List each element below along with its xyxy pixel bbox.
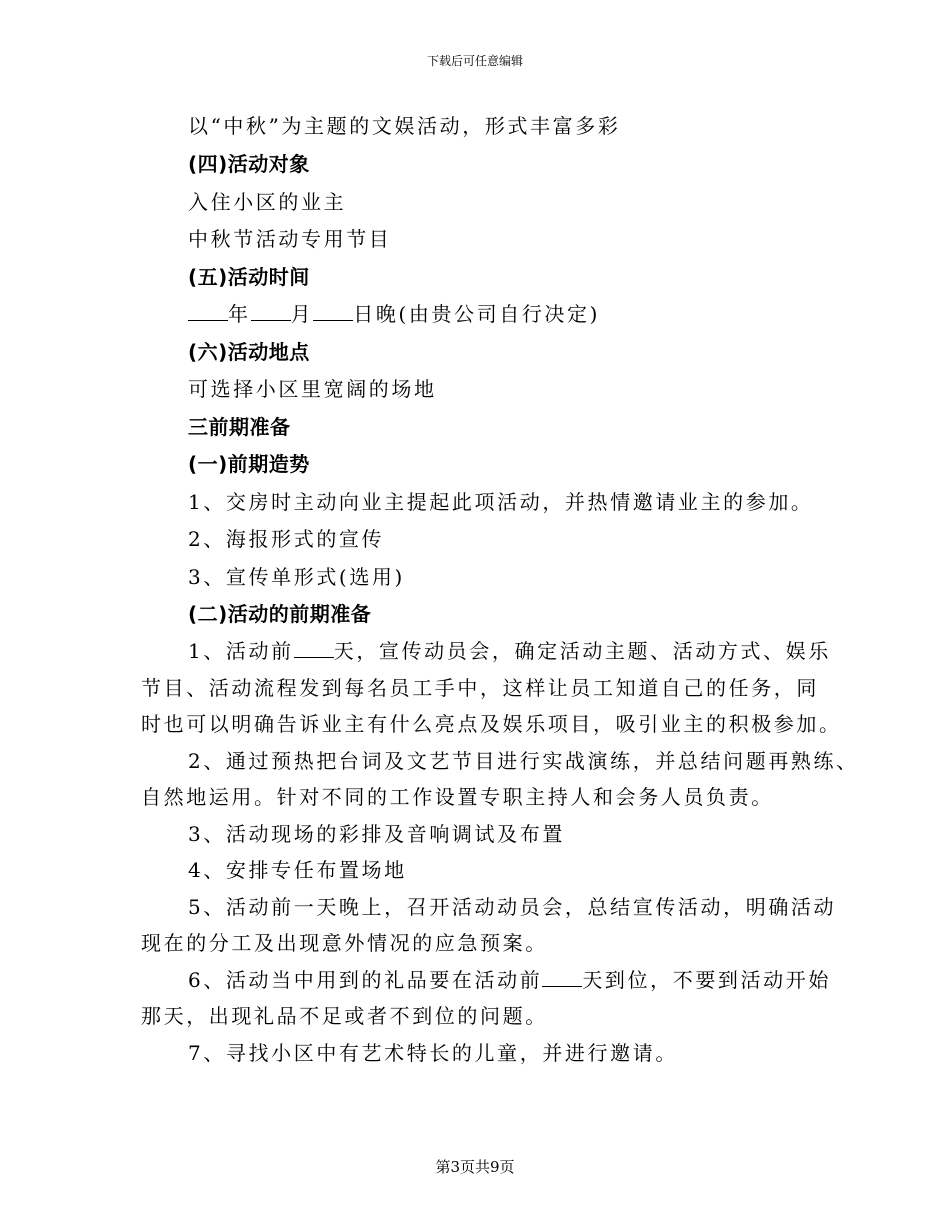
paragraph: 自然地运用。针对不同的工作设置专职主持人和会务人员负责。: [141, 785, 774, 809]
section-heading: (五)活动时间: [188, 265, 310, 289]
text-run: 天，宣传动员会，确定活动主题、活动方式、娱乐: [333, 639, 831, 663]
paragraph: 2、海报形式的宣传: [188, 527, 385, 551]
paragraph: 以“中秋”为主题的文娱活动，形式丰富多彩: [188, 114, 621, 138]
text-run: 月: [290, 302, 314, 326]
text-run: 日晚(由贵公司自行决定): [353, 302, 601, 326]
paragraph: [188, 639, 831, 663]
paragraph: 3、活动现场的彩排及音响调试及布置: [188, 822, 565, 846]
paragraph: 3、宣传单形式(选用): [188, 565, 405, 589]
section-heading: (四)活动对象: [188, 152, 310, 176]
paragraph: 中秋节活动专用节目: [188, 227, 392, 251]
paragraph: 可选择小区里宽阔的场地: [188, 377, 437, 401]
section-heading: (一)前期造势: [188, 452, 310, 476]
paragraph: 1、交房时主动向业主提起此项活动，并热情邀请业主的参加。: [188, 490, 814, 514]
paragraph: 4、安排专任布置场地: [188, 858, 407, 882]
page-header: 下载后可任意编辑: [426, 54, 523, 68]
paragraph: [188, 968, 831, 992]
paragraph: 5、活动前一天晚上，召开活动动员会，总结宣传活动，明确活动: [188, 895, 837, 919]
paragraph: 2、通过预热把台词及文艺节目进行实战演练，并总结问题再熟练、: [188, 749, 859, 773]
fill-blank: [313, 302, 353, 321]
text-run: 1、活动前: [188, 639, 294, 663]
text-run: 6、活动当中用到的礼品要在活动前: [188, 968, 543, 992]
section-heading: 三前期准备: [188, 415, 291, 439]
paragraph: 那天，出现礼品不足或者不到位的问题。: [141, 1004, 548, 1028]
paragraph: 节目、活动流程发到每名员工手中，这样让员工知道自己的任务，同: [141, 676, 819, 700]
paragraph: 入住小区的业主: [188, 190, 347, 214]
page-number: 第3页共9页: [435, 1158, 515, 1176]
text-run: 年: [228, 302, 251, 326]
fill-blank: [294, 639, 334, 658]
fill-blank: [251, 302, 291, 321]
fill-blank: [542, 968, 582, 987]
paragraph: [188, 302, 600, 326]
section-heading: (二)活动的前期准备: [188, 602, 372, 626]
section-heading: (六)活动地点: [188, 340, 310, 364]
fill-blank: [188, 302, 228, 321]
paragraph: 时也可以明确告诉业主有什么亮点及娱乐项目，吸引业主的积极参加。: [141, 712, 842, 736]
paragraph: 7、寻找小区中有艺术特长的儿童，并进行邀请。: [188, 1041, 678, 1065]
text-run: 天到位，不要到活动开始: [582, 968, 831, 992]
paragraph: 现在的分工及出现意外情况的应急预案。: [141, 931, 548, 955]
